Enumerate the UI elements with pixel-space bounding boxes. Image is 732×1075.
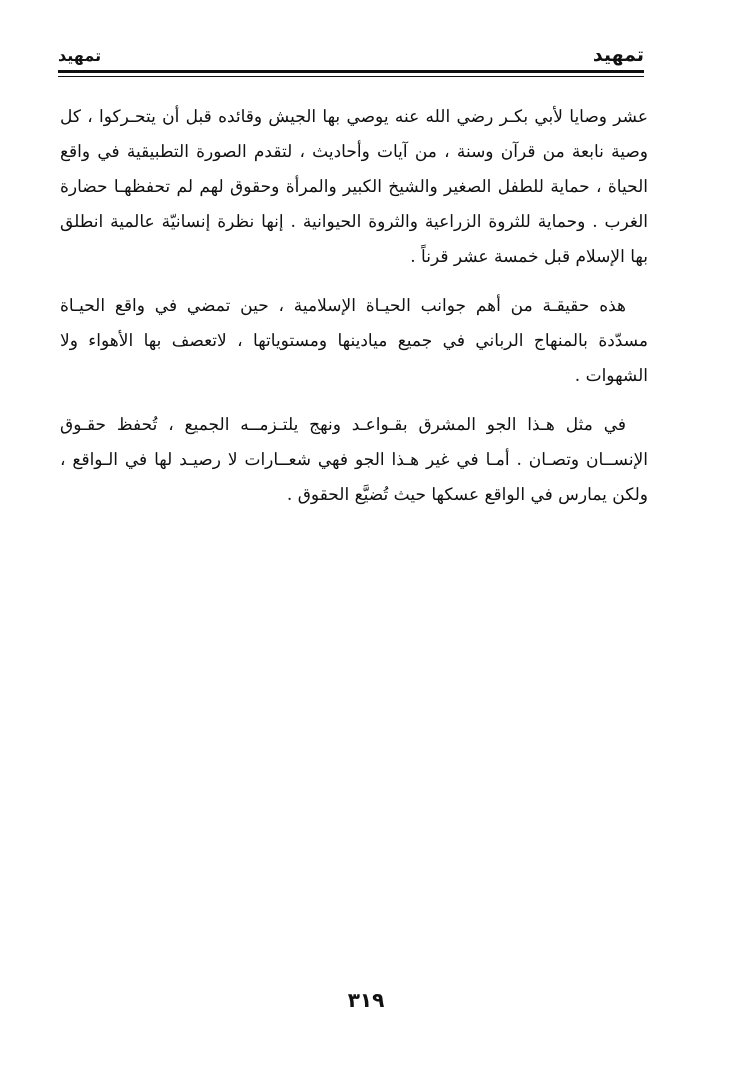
body-text bbox=[60, 100, 648, 527]
header-title-left: تمهيد bbox=[58, 46, 102, 65]
header-rule-thin bbox=[58, 76, 644, 77]
paragraph-1: عشر وصايا لأبي بكـر رضي الله عنه يوصي بها الجيش وقائده قبل أن يتحـركوا ، كل وصية نابعة من قرآن وسنة ، من آيات وأحاديث ، لتقدم الصورة التطبيقية في واقع الحياة ، حماية للطفل الصغير والشيخ الكبير والمرأة وحقوق لهم لم تحفظهـا حضارة الغرب . وحماية للثروة الزراعية والثروة الحيوانية . إنها نظرة إنسانيّة عالمية انطلق بها الإسلام قبل خمسة عشر قرناً . bbox=[60, 107, 648, 267]
header-title-right: تمهيد bbox=[592, 44, 644, 66]
running-header bbox=[58, 44, 644, 80]
header-rule-thick bbox=[58, 70, 644, 73]
paragraph-3: في مثل هـذا الجو المشرق بقـواعـد ونهج يلتـزمــه الجميع ، تُحفظ حقـوق الإنســان وتصـان . أمـا في غير هـذا الجو فهي شعــارات لا رصيـد لها في الـواقع ، ولكن يمارس في الواقع عسكها حيث تُضيَّع الحقوق . bbox=[60, 415, 648, 505]
page-number: ٣١٩ bbox=[347, 988, 385, 1012]
paragraph-2: هذه حقيقـة من أهم جوانب الحيـاة الإسلامية ، حين تمضي في واقع الحيـاة مسدّدة بالمنهاج الرباني في جميع ميادينها ومستوياتها ، لاتعصف بها الأهواء ولا الشهوات . bbox=[60, 296, 648, 386]
